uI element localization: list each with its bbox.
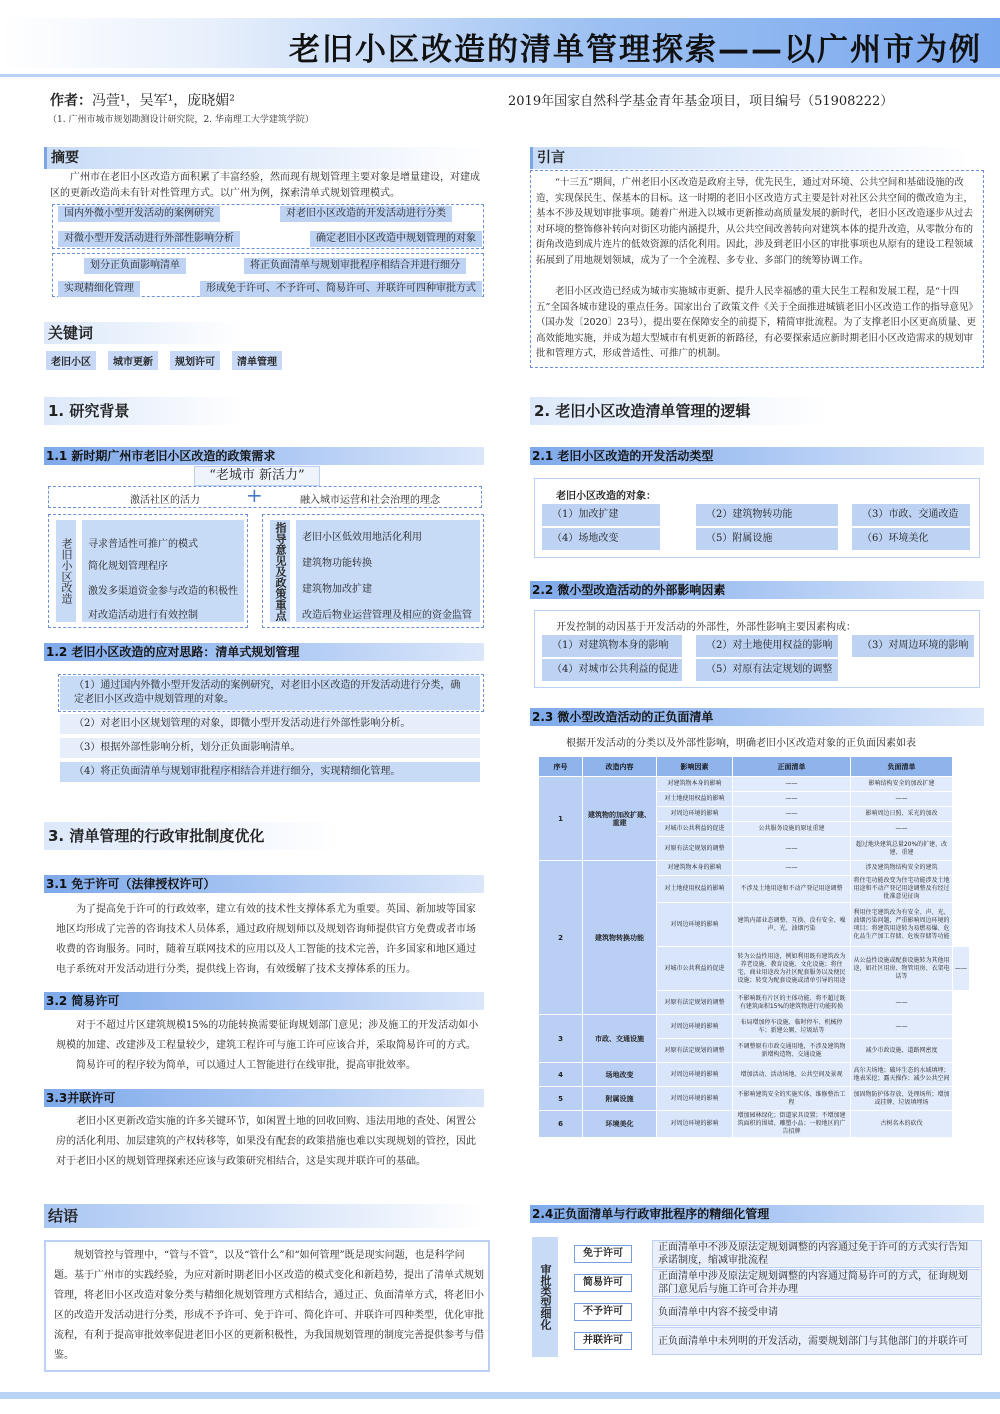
cell-factor: 对周边环境的影响: [657, 1111, 733, 1138]
cell-positive: 建筑内部业态调整、互换、没有安全、噪声、光、油烟污染: [733, 903, 851, 947]
cell-negative: 将住宅功能改变为住宅功能涉及土地用途和不动产登记用途调整及有经过批准意见征询: [851, 876, 953, 903]
subsection-3-2: 3.2 简易许可: [44, 992, 484, 1010]
type-4: （4）场地改变: [542, 528, 660, 550]
section-conclusion: 结语: [44, 1204, 484, 1228]
flow-step-4: 确定老旧小区改造中规划管理的对象: [310, 231, 482, 247]
authors: [50, 90, 235, 110]
cell-factor: 对原有法定规划的调整: [657, 991, 733, 1015]
table-intro: 根据开发活动的分类以及外部性影响，明确老旧小区改造对象的正负面因素如表: [566, 738, 916, 749]
type-3: （3）市政、交通改造: [852, 504, 970, 526]
cell-negative: ——: [851, 1015, 953, 1039]
factor-3: （3）对周边环境的影响: [852, 635, 974, 657]
flow-step-6: 将正负面清单与规划审批程序相结合并进行细分: [244, 258, 466, 274]
factor-4: （4）对城市公共利益的促进: [542, 659, 682, 681]
flow-step-1: 国内外微小型开发活动的案例研究: [58, 206, 220, 222]
flow-step-8: 形成免于许可、不予许可、简易许可、并联许可四种审批方式: [200, 281, 482, 297]
cell-negative: 高尔夫场地；破坏生态的水域填埋；地表采挖；露天操作；减少公共空间: [851, 1063, 953, 1087]
subsection-1-2: 1.2 老旧小区改造的应对思路：清单式规划管理: [44, 643, 484, 661]
subsection-2-1: 2.1 老旧小区改造的开发活动类型: [530, 447, 984, 465]
clearance-table: [538, 756, 970, 1138]
cell-negative: 影响周边日照、采光的加改: [851, 807, 953, 822]
approval-label: 审批类型细化: [532, 1237, 558, 1357]
funding: 2019年国家自然科学基金青年基金项目，项目编号（51908222）: [508, 94, 894, 109]
subsection-2-4: 2.4正负面清单与行政审批程序的精细化管理: [530, 1205, 984, 1223]
cell-factor: 对周边环境的影响: [657, 807, 733, 822]
th-factor: 影响因素: [657, 757, 733, 777]
section-keywords: 关键词: [44, 322, 244, 344]
subsection-2-2: 2.2 微小型改造活动的外部影响因素: [530, 581, 984, 599]
keyword-1: 老旧小区: [46, 351, 96, 370]
cell: ——: [953, 947, 970, 991]
flow-step-5: 划分正负面影响清单: [84, 258, 186, 274]
approval-desc-3: 负面清单中内容不接受申请: [652, 1298, 982, 1326]
intro-paragraph-1: “十三五”期间，广州老旧小区改造是政府主导，优先民生，通过对环境、公共空间和基础设施的改造，实现保民生、保基本的目标。这一时期的老旧小区改造方式主要是针对社区公共空间的微改造为主，基本不涉及规划审批事项。随着广州进入以城市更新推动高质量发展的新时代，老旧小区改造逐步从过去对环境的整饰修补转向对街区功能内涵提升，从公共空间改善转向对建筑本体的提升改造，从零散分布的街角改造到成片连片的低效资源的活化利用。因此，涉及到老旧小区的审批事项也从原有的建设工程领域拓展到了用地规划领域，成为了一个全流程、多专业、多部门的统筹协调工作。: [536, 177, 974, 266]
table-row: [539, 1015, 970, 1039]
cell-positive: ——: [733, 807, 851, 822]
principle-right: 融入城市运营和社会治理的理念: [300, 495, 440, 506]
section-1: 1. 研究背景: [44, 397, 244, 425]
cell-positive: ——: [733, 777, 851, 792]
th-positive: 正面清单: [733, 757, 851, 777]
divider: [0, 74, 1000, 77]
cell-positive: 增加园林绿化；街道家具设置；不增加建筑面积的围墙、雕塑小品；一般地区的广告招牌: [733, 1111, 851, 1138]
cell-content: 建筑物转换功能: [583, 861, 657, 1015]
cell-positive: 不影响既有片区的主体功能、将不超过既有建筑面积15%的建筑物进行功能转换: [733, 991, 851, 1015]
para-3-3: 老旧小区更新改造实施的许多关键环节，如闲置土地的回收回购、违法用地的查处、闲置公房的活化利用、加层建筑的产权转移等，如果没有配套的政策措施也难以实现规划的管控，因此对于老旧小区的规划管理探索还应该与政策研究相结合，这是实现并联许可的基础。: [56, 1116, 476, 1167]
approval-tag-3: 不予许可: [574, 1303, 632, 1321]
cell-factor: 对原有法定规划的调整: [657, 837, 733, 861]
cell-factor: 对周边环境的影响: [657, 1063, 733, 1087]
author-names: 冯萱¹，吴军¹，庞晓媚²: [92, 93, 235, 109]
cell-positive: 布局增加停车设施、临时停车、机械停车；新建公厕、垃圾站等: [733, 1015, 851, 1039]
cell-content: 环境美化: [583, 1111, 657, 1138]
table-row: [539, 1111, 970, 1138]
step-3: （3）根据外部性影响分析，划分正负面影响清单。: [60, 738, 480, 758]
cell-positive: ——: [733, 861, 851, 876]
need-4: 对改造活动进行有效控制: [88, 610, 198, 621]
policy-3: 建筑物加改扩建: [302, 584, 372, 595]
authors-label: 作者：: [50, 93, 92, 109]
approval-tag-2: 简易许可: [574, 1274, 632, 1292]
cell-positive: 公共服务设施的原址重建: [733, 822, 851, 837]
approval-desc-2: 正面清单中涉及原法定规划调整的内容通过简易许可的方式，征询规划部门意见后与施工许可合并办理: [652, 1269, 982, 1297]
flow-step-2: 对老旧小区改造的开发活动进行分类: [280, 206, 452, 222]
step-4: （4）将正负面清单与规划审批程序相结合并进行细分，实现精细化管理。: [60, 762, 480, 782]
approval-desc-1: 正面清单中不涉及原法定规划调整的内容通过免于许可的方式实行告知承诺制度，缩减审批流程: [652, 1240, 982, 1268]
policy-4: 改造后物业运营管理及相应的资金监管: [302, 610, 472, 621]
policy-1: 老旧小区低效用地活化利用: [302, 532, 422, 543]
table-row: [539, 777, 970, 792]
type-6: （6）环境美化: [852, 528, 970, 550]
approval-tag-1: 免于许可: [574, 1245, 632, 1263]
cell-negative: ——: [851, 792, 953, 807]
cell-factor: 对周边环境的影响: [657, 1087, 733, 1111]
cell-no: 2: [539, 861, 583, 1015]
cell-content: 市政、交通设施: [583, 1015, 657, 1063]
abstract-text: 广州市在老旧小区改造方面积累了丰富经验，然而现有规划管理主要对象是增量建设，对建成区的更新改造尚未有针对性管理方式。以广州为例，探索清单式规划管理模式。: [50, 172, 480, 199]
need-3: 激发多渠道资金参与改造的积极性: [88, 586, 238, 597]
factor-2: （2）对土地使用权益的影响: [696, 635, 838, 657]
conclusion-text: 规划管控与管理中，“管与不管”，以及“管什么”和“如何管理”既是现实问题，也是科学问题。基于广州市的实践经验，为应对新时期老旧小区改造的模式变化和新趋势，提出了清单式规划管理，将老旧小区改造对象分类与精细化规划管理方式相结合，通过正、负面清单方式，将老旧小区的改造开发活动进行分类，形成不予许可、免于许可、简化许可、并联许可四种类型，优化审批流程，有利于提高审批效率促进老旧小区的更新积极性，为我国规划管理的制度完善提供参考与借鉴。: [54, 1250, 484, 1361]
cell-negative: ——: [851, 991, 953, 1015]
cell-content: 建筑物的加改扩建、重建: [583, 777, 657, 861]
cell-factor: 对建筑物本身的影响: [657, 861, 733, 876]
keyword-3: 规划许可: [170, 351, 220, 370]
cell-positive: 不调整原有市政交通用地，不涉及建筑物新增构造物、交通设施: [733, 1039, 851, 1063]
section-intro: 引言: [530, 147, 970, 169]
th-content: 改造内容: [583, 757, 657, 777]
cell-no: 3: [539, 1015, 583, 1063]
factors-label: 开发控制的动因基于开发活动的外部性，外部性影响主要因素构成：: [556, 622, 856, 633]
cell-negative: 加固物防护体存放、处理场所；增加或挂牌、垃圾填埋场: [851, 1087, 953, 1111]
needs-label: 老旧小区改造: [56, 520, 76, 622]
affiliations: （1. 广州市城市规划勘测设计研究院，2. 华南理工大学建筑学院）: [48, 115, 314, 125]
cell-negative: 影响结构安全的加改扩建: [851, 777, 953, 792]
approval-tag-4: 并联许可: [574, 1332, 632, 1350]
para-3-2b: 简易许可的程序较为简单，可以通过人工智能进行在线审批，提高审批效率。: [76, 1060, 416, 1071]
cell-factor: 对周边环境的影响: [657, 903, 733, 947]
th-no: 序号: [539, 757, 583, 777]
cell-negative: 超过地块建筑总量20%的扩建、改建、重建: [851, 837, 953, 861]
cell-negative: 利用住宅建筑改为有安全、声、光、油烟污染问题，严重影响周边环境的项目；将建筑用途转为易燃易爆、危化品生产加工存储、危废存储等功能: [851, 903, 953, 947]
approval-desc-4: 正负面清单中未列明的开发活动，需要规划部门与其他部门的并联许可: [652, 1327, 982, 1355]
cell-factor: 对原有法定规划的调整: [657, 1039, 733, 1063]
cell-factor: 对城市公共利益的促进: [657, 822, 733, 837]
intro-paragraph-2: 老旧小区改造已经成为城市实施城市更新、提升人民幸福感的重大民生工程和发展工程，是“十四五”全国各城市建设的重点任务。国家出台了政策文件《关于全面推进城镇老旧小区改造工作的指导意见》（国办发〔2020〕23号），提出要在保障安全的前提下，精简审批流程。为了支撑老旧小区更高质量、更高效能地实施，并成为超大型城市有机更新的新路径，有必要探索适应新时期老旧小区改造需求的规划审批和管理方式，形成普适性、可推广的机制。: [536, 286, 978, 359]
cell-factor: 对土地使用权益的影响: [657, 792, 733, 807]
table-row: [539, 1087, 970, 1111]
flow-step-7: 实现精细化管理: [58, 281, 140, 297]
type-5: （5）附属设施: [696, 528, 838, 550]
subsection-3-3: 3.3并联许可: [44, 1089, 484, 1107]
cell-positive: 增加活动、活动场地、公共空间及景观: [733, 1063, 851, 1087]
table-row: [539, 1063, 970, 1087]
need-2: 简化规划管理程序: [88, 561, 168, 572]
table-row: [539, 861, 970, 876]
type-2: （2）建筑物转功能: [696, 504, 838, 526]
subsection-2-3: 2.3 微小型改造活动的正负面清单: [530, 708, 984, 726]
types-label: 老旧小区改造的对象：: [556, 491, 656, 502]
footer-bar: [0, 1392, 1000, 1399]
cell-no: 4: [539, 1063, 583, 1087]
factor-5: （5）对原有法定规划的调整: [696, 659, 838, 681]
cell-positive: ——: [733, 792, 851, 807]
section-abstract: 摘要: [44, 147, 484, 169]
cell-negative: 从公益性设施或配套设施转为其他用途，如社区用房、物管用房、衣架电话等: [851, 947, 953, 991]
flow-step-3: 对微小型开发活动进行外部性影响分析: [58, 231, 240, 247]
step-1: （1）通过国内外微小型开发活动的案例研究，对老旧小区改造的开发活动进行分类，确定老旧小区改造中规划管理的对象。: [60, 676, 480, 710]
principle-left: 激活社区的活力: [130, 495, 200, 506]
need-1: 寻求普适性可推广的模式: [88, 539, 198, 550]
cell-negative: 涉及建筑物结构安全的建筑: [851, 861, 953, 876]
cell-factor: 对建筑物本身的影响: [657, 777, 733, 792]
cell-positive: 转为公益性用途，例如利用既有建筑改为养老设施、教育设施、文化设施；将住宅、商业用途改为社区配套服务以及便民设施；转变为配套设施或清单引导的用途: [733, 947, 851, 991]
keyword-2: 城市更新: [108, 351, 158, 370]
cell-positive: ——: [733, 837, 851, 861]
cell-positive: 不影响建筑安全的实施实体、维修整治工程: [733, 1087, 851, 1111]
step-2: （2）对老旧小区规划管理的对象，即微小型开发活动进行外部性影响分析。: [60, 714, 480, 734]
cell-factor: 对城市公共利益的促进: [657, 947, 733, 991]
cell-positive: 不涉及土地用途和不动产登记用途调整: [733, 876, 851, 903]
policy-label: 指导意见及政策重点: [270, 520, 290, 622]
slogan: “老城市 新活力”: [194, 466, 320, 486]
policy-2: 建筑物功能转换: [302, 558, 372, 569]
cell-factor: 对周边环境的影响: [657, 1015, 733, 1039]
factor-1: （1）对建筑物本身的影响: [542, 635, 682, 657]
type-1: （1）加改扩建: [542, 504, 660, 526]
cell-no: 6: [539, 1111, 583, 1138]
subsection-1-1: 1.1 新时期广州市老旧小区改造的政策需求: [44, 447, 484, 465]
section-2: 2. 老旧小区改造清单管理的逻辑: [530, 397, 830, 425]
keyword-4: 清单管理: [232, 351, 282, 370]
list-table: [538, 756, 970, 1166]
subsection-3-1: 3.1 免于许可（法律授权许可）: [44, 875, 484, 893]
cell-content: 附属设施: [583, 1087, 657, 1111]
th-negative: 负面清单: [851, 757, 953, 777]
para-3-2a: 对于不超过片区建筑规模15%的功能转换需要征询规划部门意见；涉及施工的开发活动如小规模的加建、改建涉及工程量较少，建筑工程许可与施工许可应该合并，采取简易许可的方式。: [56, 1020, 479, 1051]
cell-no: 1: [539, 777, 583, 861]
para-3-1: 为了提高免于许可的行政效率，建立有效的技术性支撑体系尤为重要。英国、新加坡等国家地区均形成了完善的咨询技术人员体系，通过政府规划师以及规划咨询师提供官方免费或者市场收费的咨询服务。同时，随着互联网技术的应用以及人工智能的技术完善，许多国家和地区通过电子系统对开发活动进行分类，提供线上咨询，有效缓解了技术支撑体系的压力。: [56, 904, 476, 975]
cell-no: 5: [539, 1087, 583, 1111]
cell-negative: 减少市政设施、道路网密度: [851, 1039, 953, 1063]
plus-icon: +: [246, 483, 263, 507]
page-title: 老旧小区改造的清单管理探索——以广州市为例: [289, 32, 982, 68]
cell-factor: 对土地使用权益的影响: [657, 876, 733, 903]
cell-negative: ——: [851, 822, 953, 837]
cell-negative: 古树名木的砍伐: [851, 1111, 953, 1138]
section-3: 3. 清单管理的行政审批制度优化: [44, 822, 344, 850]
cell-content: 场地改变: [583, 1063, 657, 1087]
